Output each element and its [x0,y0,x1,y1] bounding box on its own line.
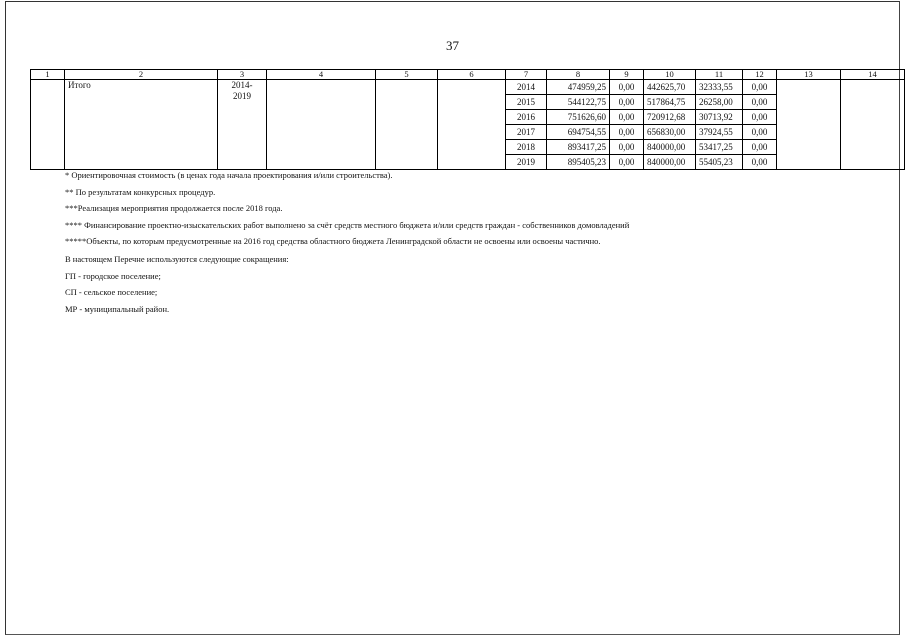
empty-cell-col1 [31,80,65,170]
financing-table [30,69,905,170]
year-cell: 2019 [506,155,547,170]
year-cell: 2017 [506,125,547,140]
footnote-continuation: ***Реализация мероприятия продолжается после 2018 года. [65,203,283,213]
total-cell: 893417,25 [547,140,610,155]
abbreviation-sp: СП - сельское поселение; [65,287,158,297]
col-header-12: 12 [743,70,777,80]
total-cell: 694754,55 [547,125,610,140]
col11-cell: 30713,92 [696,110,743,125]
page-number: 37 [446,38,459,53]
abbreviation-gp: ГП - городское поселение; [65,270,161,281]
total-cell: 895405,23 [547,155,610,170]
col9-cell: 0,00 [610,125,644,140]
col12-cell: 0,00 [743,110,777,125]
col11-cell: 37924,55 [696,125,743,140]
col11-cell: 53417,25 [696,140,743,155]
col-header-14: 14 [841,70,905,80]
total-cell: 474959,25 [547,80,610,95]
empty-cell-col5 [376,80,438,170]
column-number-row [31,70,905,80]
period-cell: 2014- 2019 [218,80,267,170]
col9-cell: 0,00 [610,140,644,155]
abbreviations-intro: В настоящем Перечне используются следующие сокращения: [65,254,289,264]
row-label-total: Итого [65,80,218,170]
table-row [31,80,905,95]
year-cell: 2014 [506,80,547,95]
footnotes [65,170,629,320]
abbreviation-mr: МР - муниципальный район. [65,303,170,314]
col-header-8: 8 [547,70,610,80]
col11-cell: 32333,55 [696,80,743,95]
col10-cell: 656830,00 [644,125,696,140]
col9-cell: 0,00 [610,95,644,110]
col-header-2: 2 [65,70,218,80]
col10-cell: 442625,70 [644,80,696,95]
col12-cell: 0,00 [743,95,777,110]
col9-cell: 0,00 [610,110,644,125]
footnote-unspent: *****Объекты, по которым предусмотренные на 2016 год средства областного бюджета Ленинградской области не освоены или освоены частично. [65,236,601,246]
col-header-4: 4 [267,70,376,80]
empty-cell-col13 [777,80,841,170]
col12-cell: 0,00 [743,80,777,95]
col11-cell: 26258,00 [696,95,743,110]
total-cell: 751626,60 [547,110,610,125]
col-header-11: 11 [696,70,743,80]
col10-cell: 840000,00 [644,140,696,155]
col-header-6: 6 [438,70,506,80]
year-cell: 2018 [506,140,547,155]
col-header-9: 9 [610,70,644,80]
col10-cell: 720912,68 [644,110,696,125]
col-header-3: 3 [218,70,267,80]
col-header-1: 1 [31,70,65,80]
col12-cell: 0,00 [743,140,777,155]
total-cell: 544122,75 [547,95,610,110]
empty-cell-col14 [841,80,905,170]
year-cell: 2015 [506,95,547,110]
col12-cell: 0,00 [743,125,777,140]
footnote-cost: * Ориентировочная стоимость (в ценах года начала проектирования и/или строительства). [65,170,393,180]
col12-cell: 0,00 [743,155,777,170]
col10-cell: 840000,00 [644,155,696,170]
year-cell: 2016 [506,110,547,125]
col-header-13: 13 [777,70,841,80]
empty-cell-col4 [267,80,376,170]
col-header-7: 7 [506,70,547,80]
footnote-tender: ** По результатам конкурсных процедур. [65,186,216,197]
col9-cell: 0,00 [610,155,644,170]
footnote-financing: **** Финансирование проектно-изыскательских работ выполнено за счёт средств местного бюджета и/или средств граждан - собственников домовладений [65,219,630,230]
col-header-5: 5 [376,70,438,80]
col11-cell: 55405,23 [696,155,743,170]
col9-cell: 0,00 [610,80,644,95]
col10-cell: 517864,75 [644,95,696,110]
col-header-10: 10 [644,70,696,80]
empty-cell-col6 [438,80,506,170]
